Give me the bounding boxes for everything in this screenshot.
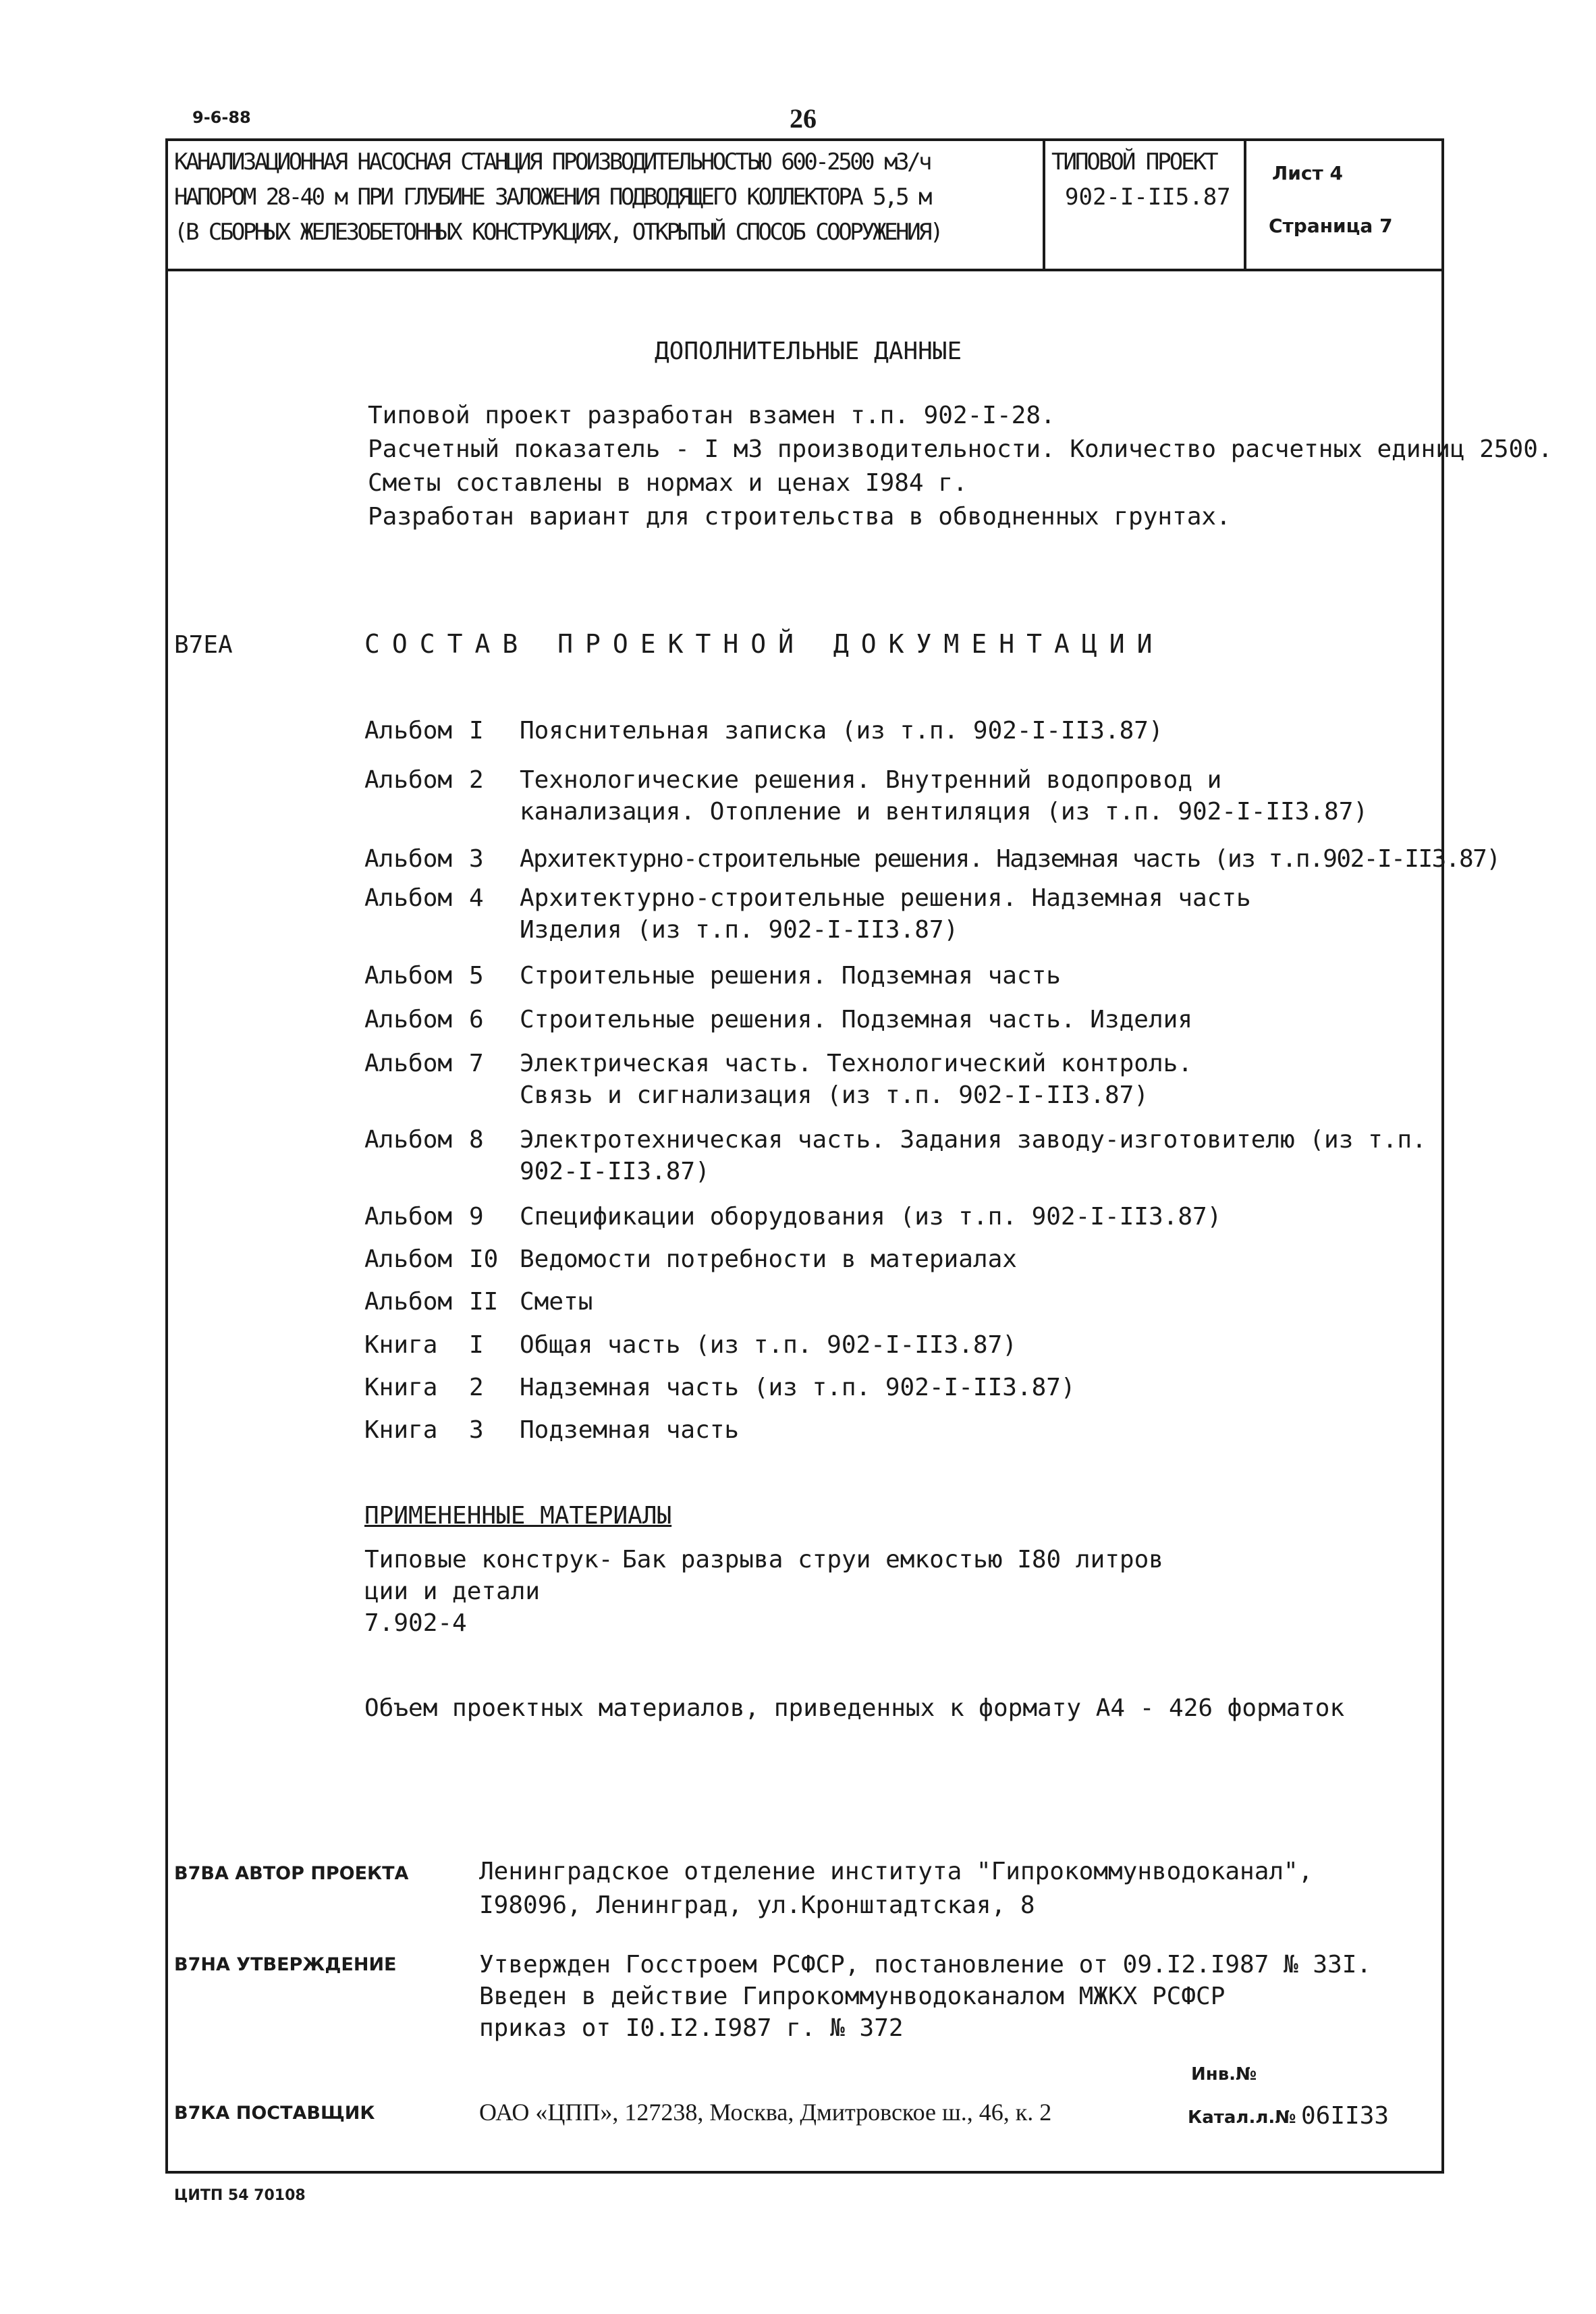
approval-line: приказ от I0.I2.I987 г. № 372 xyxy=(479,2014,904,2042)
album-number: I xyxy=(469,717,484,745)
album-description: Строительные решения. Подземная часть. Изделия xyxy=(520,1006,1192,1033)
album-description: Электрическая часть. Технологический контроль. xyxy=(520,1050,1192,1077)
album-label: Альбом xyxy=(364,884,453,912)
approval-label: В7НА УТВЕРЖДЕНИЕ xyxy=(174,1954,397,1975)
sheet-number: Лист 4 xyxy=(1272,162,1343,184)
album-number: 5 xyxy=(469,962,484,990)
album-description: Электротехническая часть. Задания заводу-изготовителю (из т.п. xyxy=(520,1126,1427,1154)
additional-line: Сметы составлены в нормах и ценах I984 г. xyxy=(368,469,968,497)
album-label: Книга xyxy=(364,1416,438,1444)
composition-heading: СОСТАВ ПРОЕКТНОЙ ДОКУМЕНТАЦИИ xyxy=(364,629,1165,659)
album-description: Архитектурно-строительные решения. Надземная часть xyxy=(520,884,1251,912)
album-number: 7 xyxy=(469,1050,484,1077)
album-number: I0 xyxy=(469,1245,499,1273)
catalog-label: Катал.л.№ xyxy=(1188,2107,1296,2128)
album-description: Спецификации оборудования (из т.п. 902-I-II3.87) xyxy=(520,1203,1222,1231)
album-label: Книга xyxy=(364,1374,438,1401)
album-description: 902-I-II3.87) xyxy=(520,1158,710,1185)
album-description: Ведомости потребности в материалах xyxy=(520,1245,1017,1273)
album-description: Пояснительная записка (из т.п. 902-I-II3.87) xyxy=(520,717,1163,745)
album-number: 4 xyxy=(469,884,484,912)
document-date: 9-6-88 xyxy=(192,108,251,127)
materials-left-line: Типовые конструк- xyxy=(364,1546,613,1573)
supplier: ОАО «ЦПП», 127238, Москва, Дмитровское ш., 46, к. 2 xyxy=(479,2099,1052,2126)
author-line: I98096, Ленинград, ул.Кронштадтская, 8 xyxy=(479,1891,1035,1919)
album-number: II xyxy=(469,1288,499,1316)
title-line: (В СБОРНЫХ ЖЕЛЕЗОБЕТОННЫХ КОНСТРУКЦИЯХ, ОТКРЫТЫЙ СПОСОБ СООРУЖЕНИЯ) xyxy=(174,219,941,246)
approval-line: Утвержден Госстроем РСФСР, постановление от 09.I2.I987 № 33I. xyxy=(479,1951,1372,1979)
album-description: Подземная часть xyxy=(520,1416,740,1444)
album-number: 2 xyxy=(469,1374,484,1401)
materials-heading: ПРИМЕНЕННЫЕ МАТЕРИАЛЫ xyxy=(364,1502,672,1530)
project-label: ТИПОВОЙ ПРОЕКТ xyxy=(1051,149,1217,176)
print-code: ЦИТП 54 70108 xyxy=(174,2187,306,2204)
title-line: КАНАЛИЗАЦИОННАЯ НАСОСНАЯ СТАНЦИЯ ПРОИЗВОДИТЕЛЬНОСТЬЮ 600-2500 м3/ч xyxy=(174,149,931,176)
album-label: Альбом xyxy=(364,962,453,990)
materials-item: Бак разрыва струи емкостью I80 литров xyxy=(622,1546,1163,1573)
album-label: Альбом xyxy=(364,717,453,745)
album-number: 6 xyxy=(469,1006,484,1033)
album-description: канализация. Отопление и вентиляция (из т.п. 902-I-II3.87) xyxy=(520,798,1369,826)
materials-left-line: 7.902-4 xyxy=(364,1609,467,1637)
album-label: Книга xyxy=(364,1331,438,1359)
album-description: Общая часть (из т.п. 902-I-II3.87) xyxy=(520,1331,1017,1359)
page-label: Страница 7 xyxy=(1269,215,1393,237)
header-column-divider xyxy=(1244,138,1246,270)
author-line: Ленинградское отделение института "Гипрокоммунводоканал", xyxy=(479,1858,1313,1885)
album-number: 3 xyxy=(469,845,484,873)
album-number: 3 xyxy=(469,1416,484,1444)
title-line: НАПОРОМ 28-40 м ПРИ ГЛУБИНЕ ЗАЛОЖЕНИЯ ПОДВОДЯЩЕГО КОЛЛЕКТОРА 5,5 м xyxy=(174,184,931,211)
supplier-label: В7КА ПОСТАВЩИК xyxy=(174,2103,375,2124)
album-label: Альбом xyxy=(364,1126,453,1154)
album-description: Сметы xyxy=(520,1288,593,1316)
album-label: Альбом xyxy=(364,1245,453,1273)
album-label: Альбом xyxy=(364,1006,453,1033)
additional-line: Разработан вариант для строительства в обводненных грунтах. xyxy=(368,503,1231,531)
album-description: Надземная часть (из т.п. 902-I-II3.87) xyxy=(520,1374,1076,1401)
album-description: Изделия (из т.п. 902-I-II3.87) xyxy=(520,916,959,944)
header-column-divider xyxy=(1043,138,1045,270)
album-description: Технологические решения. Внутренний водопровод и xyxy=(520,766,1222,794)
inventory-number-label: Инв.№ xyxy=(1191,2064,1257,2084)
album-number: I xyxy=(469,1331,484,1359)
catalog-number: 06II33 xyxy=(1301,2102,1389,2130)
album-description: Архитектурно-строительные решения. Надземная часть (из т.п.902-I-II3.87) xyxy=(520,845,1500,873)
album-description: Связь и сигнализация (из т.п. 902-I-II3.87) xyxy=(520,1081,1149,1109)
album-label: Альбом xyxy=(364,845,453,873)
album-label: Альбом xyxy=(364,1288,453,1316)
additional-heading: ДОПОЛНИТЕЛЬНЫЕ ДАННЫЕ xyxy=(655,338,962,365)
additional-line: Типовой проект разработан взамен т.п. 902-I-28. xyxy=(368,402,1055,429)
approval-line: Введен в действие Гипрокоммунводоканалом МЖКХ РСФСР xyxy=(479,1983,1226,2010)
album-label: Альбом xyxy=(364,1050,453,1077)
page-number: 26 xyxy=(790,103,817,134)
volume-line: Объем проектных материалов, приведенных к формату А4 - 426 форматок xyxy=(364,1694,1345,1722)
author-label: В7ВА АВТОР ПРОЕКТА xyxy=(174,1863,409,1884)
album-label: Альбом xyxy=(364,1203,453,1231)
project-code: 902-I-II5.87 xyxy=(1065,184,1231,211)
composition-code: В7ЕА xyxy=(174,631,233,659)
album-number: 9 xyxy=(469,1203,484,1231)
header-divider xyxy=(165,269,1444,271)
additional-line: Расчетный показатель - I м3 производительности. Количество расчетных единиц 2500. xyxy=(368,435,1553,463)
album-description: Строительные решения. Подземная часть xyxy=(520,962,1061,990)
album-number: 2 xyxy=(469,766,484,794)
album-label: Альбом xyxy=(364,766,453,794)
materials-left-line: ции и детали xyxy=(364,1578,541,1605)
album-number: 8 xyxy=(469,1126,484,1154)
